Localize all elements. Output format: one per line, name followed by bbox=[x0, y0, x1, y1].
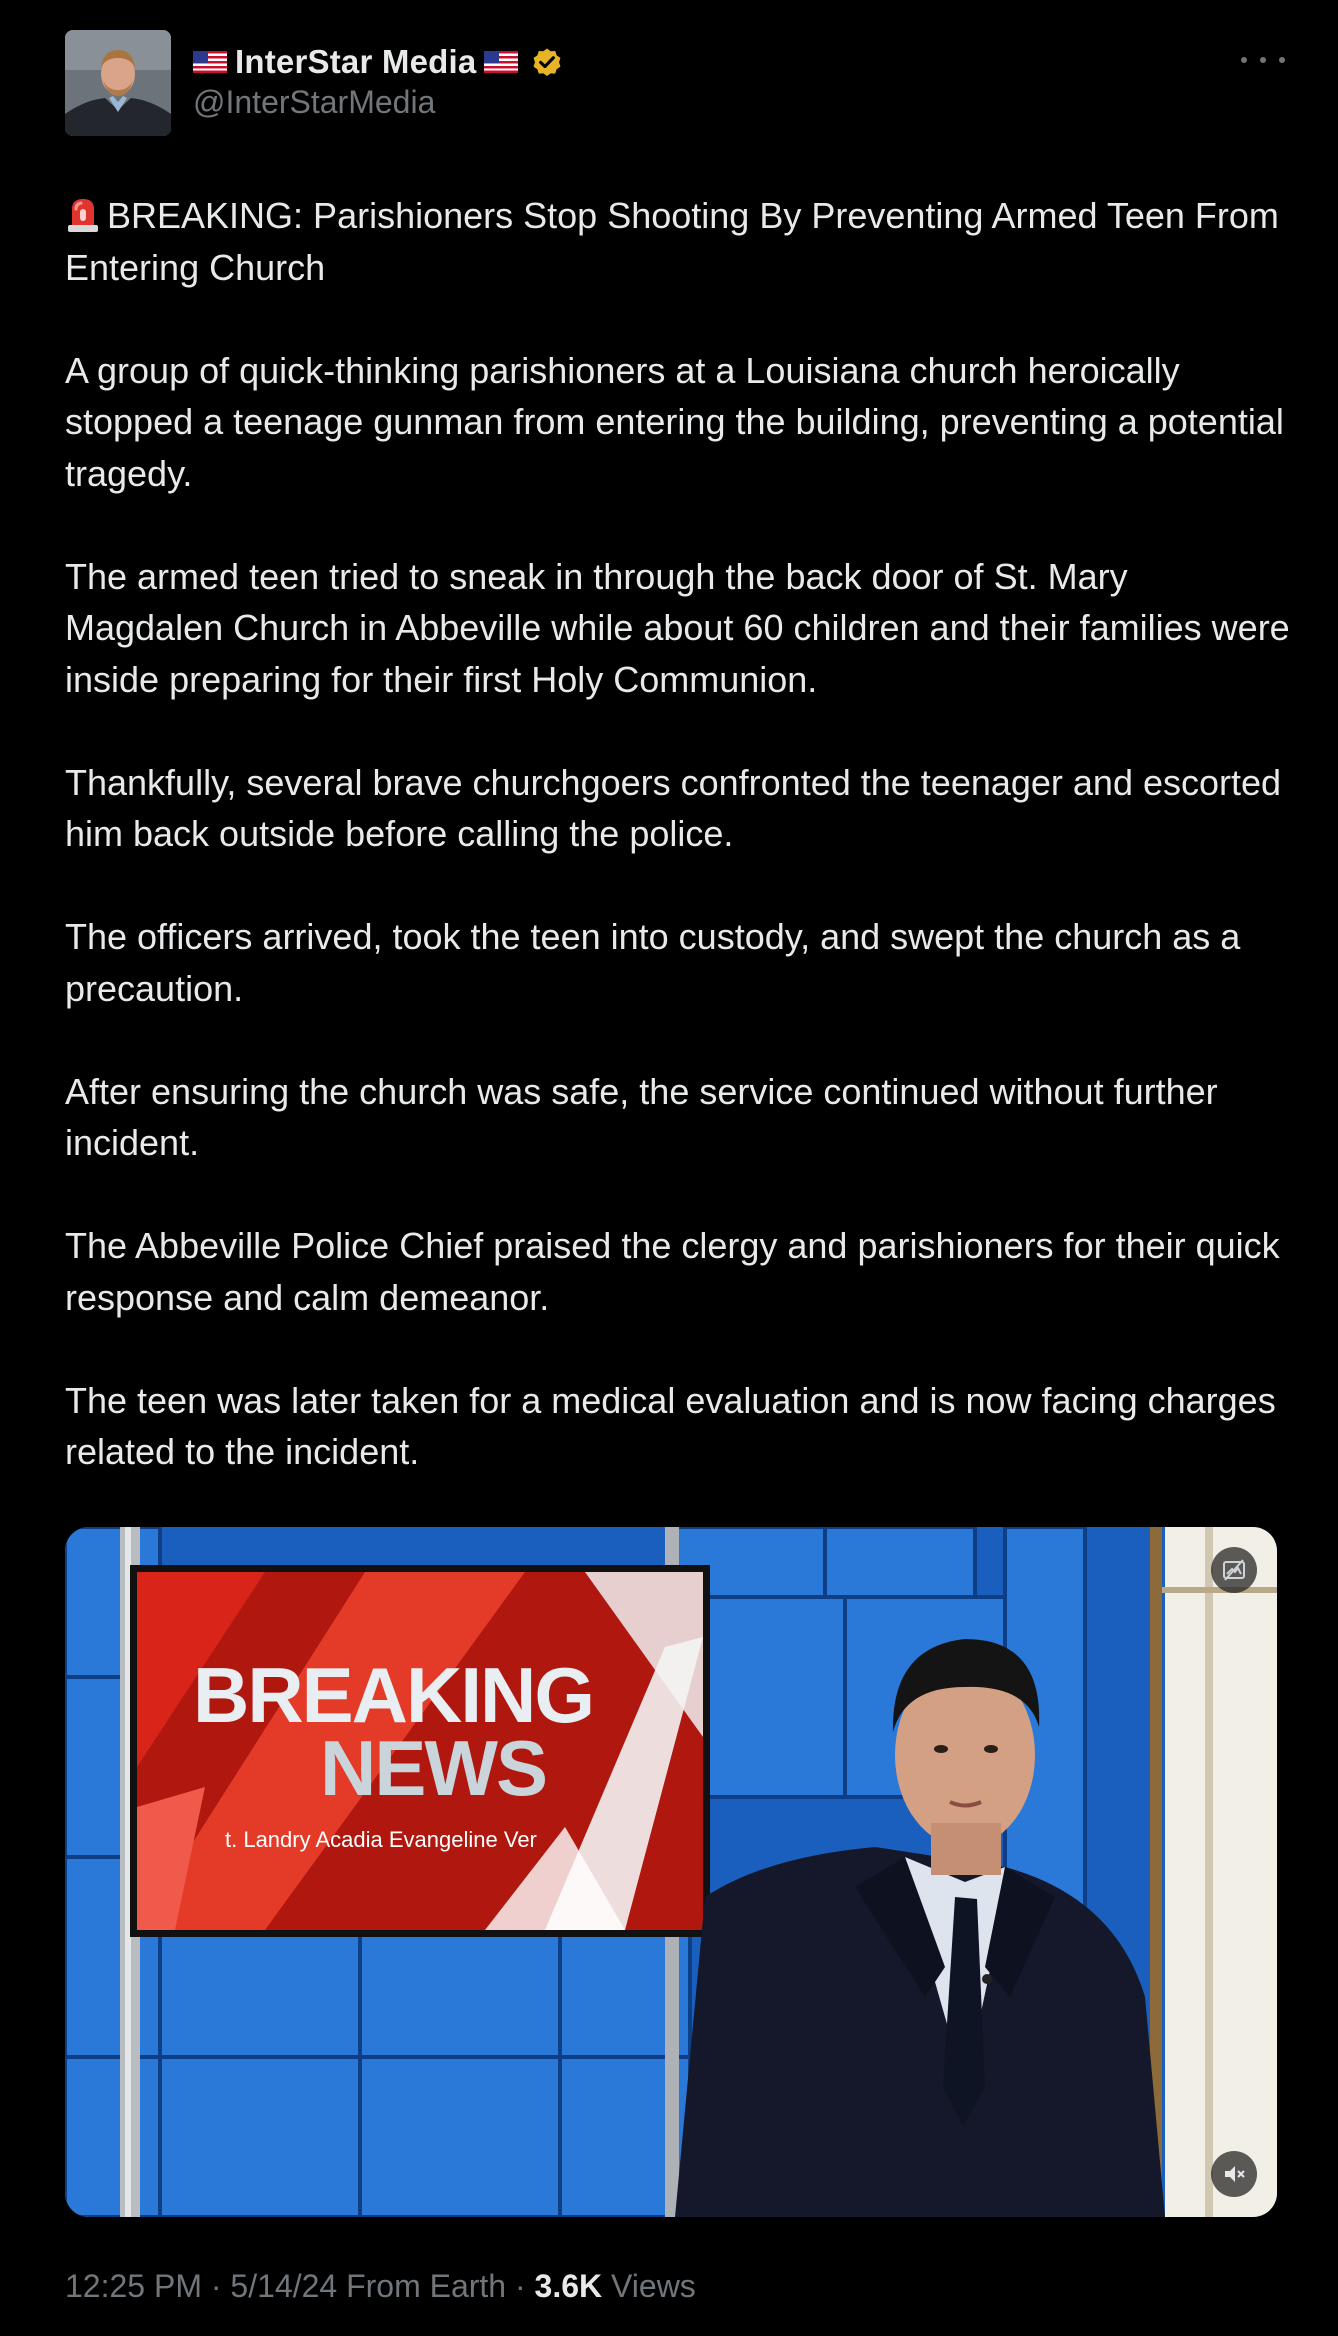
tweet-text bbox=[65, 190, 1290, 1529]
tweet-paragraph: A group of quick-thinking parishioners at a Louisiana church heroically stopped a teenage gunman from entering the building, preventing a potential tragedy. bbox=[65, 349, 1284, 494]
tweet-paragraph: The teen was later taken for a medical evaluation and is now facing charges related to the incident. bbox=[65, 1379, 1276, 1472]
more-dot bbox=[1241, 57, 1247, 63]
tweet-paragraph: Thankfully, several brave churchgoers confronted the teenager and escorted him back outside before calling the police. bbox=[65, 761, 1282, 854]
author-handle[interactable]: @InterStarMedia bbox=[193, 84, 436, 120]
tweet-metadata bbox=[65, 2268, 696, 2305]
tweet-paragraph: The Abbeville Police Chief praised the clergy and parishioners for their quick response and calm demeanor. bbox=[65, 1225, 1280, 1318]
tweet-paragraph: After ensuring the church was safe, the service continued without further incident. bbox=[65, 1070, 1218, 1163]
tweet-time[interactable]: 12:25 PM bbox=[65, 2268, 202, 2304]
meta-separator: · bbox=[201, 2268, 231, 2304]
views-count[interactable]: 3.6K bbox=[534, 2268, 603, 2304]
views-label: Views bbox=[602, 2268, 696, 2304]
flag-us-icon bbox=[193, 51, 227, 73]
screen-ticker: t. Landry Acadia Evangeline Ver bbox=[225, 1827, 537, 1852]
verified-badge-icon[interactable] bbox=[530, 45, 564, 79]
flag-us-icon bbox=[484, 51, 518, 73]
screen-title-line1: BREAKING bbox=[193, 1651, 594, 1739]
tweet-paragraph: The officers arrived, took the teen into custody, and swept the church as a precaution. bbox=[65, 916, 1241, 1009]
tweet-paragraph: The armed teen tried to sneak in through the back door of St. Mary Magdalen Church in Abbeville while about 60 children and their families were inside preparing for their first Holy Communion. bbox=[65, 555, 1290, 700]
more-dot bbox=[1279, 57, 1285, 63]
rotating-light-icon bbox=[65, 195, 101, 233]
more-options-icon[interactable] bbox=[1241, 48, 1285, 72]
display-name[interactable]: InterStar Media bbox=[235, 43, 477, 80]
author-name-row[interactable] bbox=[193, 42, 564, 82]
tweet-header bbox=[65, 30, 1285, 136]
avatar[interactable] bbox=[65, 30, 171, 136]
meta-separator: · bbox=[506, 2268, 535, 2304]
tweet-source: From Earth bbox=[337, 2268, 507, 2304]
sensitive-media-icon[interactable] bbox=[1211, 1547, 1257, 1593]
screen-title-line2: NEWS bbox=[320, 1724, 546, 1812]
video-player[interactable] bbox=[65, 1527, 1277, 2217]
tweet-headline: BREAKING: Parishioners Stop Shooting By Preventing Armed Teen From Entering Church bbox=[65, 195, 1279, 288]
tweet-date[interactable]: 5/14/24 bbox=[230, 2268, 338, 2304]
mute-toggle-icon[interactable] bbox=[1211, 2151, 1257, 2197]
more-dot bbox=[1260, 57, 1266, 63]
